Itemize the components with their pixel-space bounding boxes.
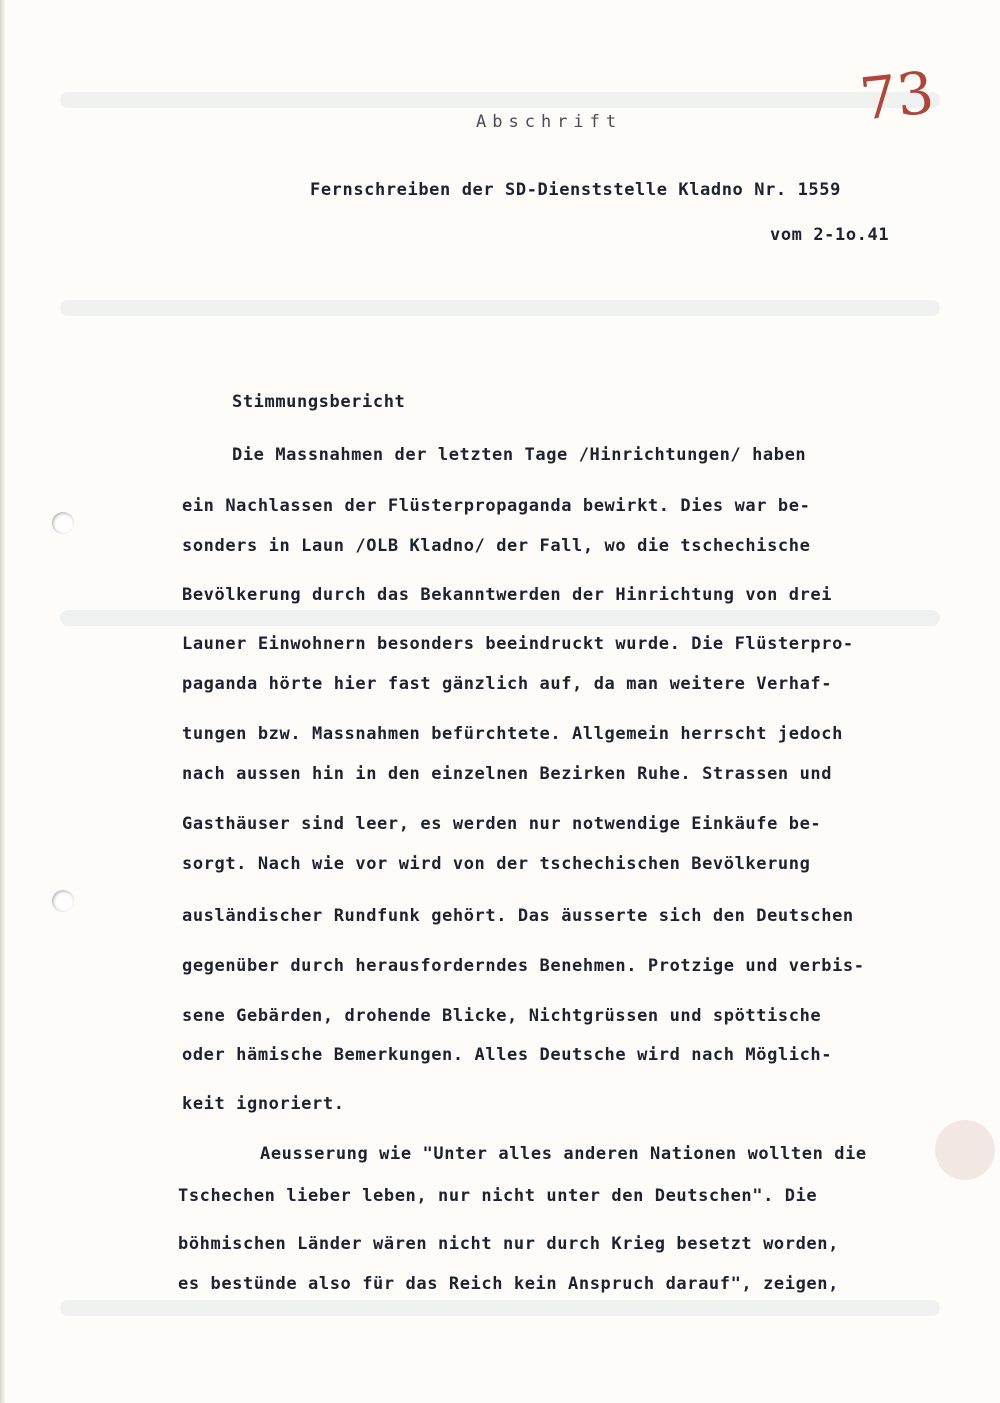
stain: [935, 1120, 995, 1180]
body-line: Launer Einwohnern besonders beeindruckt wurde. Die Flüsterpro-: [182, 634, 854, 654]
body-line: böhmischen Länder wären nicht nur durch Krieg besetzt worden,: [178, 1234, 839, 1254]
body-line: Bevölkerung durch das Bekanntwerden der Hinrichtung von drei: [182, 585, 833, 605]
body-line: sene Gebärden, drohende Blicke, Nichtgrüssen und spöttische: [182, 1006, 822, 1026]
document-heading: Abschrift: [476, 112, 623, 132]
page-edge: [0, 0, 6, 1403]
punch-hole: [52, 512, 74, 534]
document-title: Fernschreiben der SD-Dienststelle Kladno Nr. 1559: [310, 180, 841, 200]
section-title: Stimmungsbericht: [232, 392, 406, 412]
body-line: Die Massnahmen der letzten Tage /Hinrichtungen/ haben: [232, 445, 807, 465]
body-line: keit ignoriert.: [182, 1094, 345, 1114]
show-through-bleed: [60, 610, 940, 626]
body-line: ein Nachlassen der Flüsterpropaganda bewirkt. Dies war be-: [182, 496, 811, 516]
show-through-bleed: [60, 300, 940, 316]
show-through-bleed: [60, 1300, 940, 1316]
body-line: tungen bzw. Massnahmen befürchtete. Allgemein herrscht jedoch: [182, 724, 843, 744]
page-number: 73: [856, 58, 938, 134]
body-line: oder hämische Bemerkungen. Alles Deutsche wird nach Möglich-: [182, 1045, 833, 1065]
document-date: vom 2-1o.41: [770, 225, 890, 245]
body-line: Gasthäuser sind leer, es werden nur notwendige Einkäufe be-: [182, 814, 822, 834]
body-line: sonders in Laun /OLB Kladno/ der Fall, wo die tschechische: [182, 536, 811, 556]
body-line: Tschechen lieber leben, nur nicht unter den Deutschen". Die: [178, 1186, 818, 1206]
body-line: ausländischer Rundfunk gehört. Das äusserte sich den Deutschen: [182, 906, 854, 926]
body-line: Aeusserung wie "Unter alles anderen Nationen wollten die: [260, 1144, 867, 1164]
show-through-bleed: [60, 92, 940, 108]
body-line: paganda hörte hier fast gänzlich auf, da man weitere Verhaf-: [182, 674, 833, 694]
body-line: es bestünde also für das Reich kein Anspruch darauf", zeigen,: [178, 1274, 839, 1294]
body-line: nach aussen hin in den einzelnen Bezirken Ruhe. Strassen und: [182, 764, 833, 784]
body-line: sorgt. Nach wie vor wird von der tschechischen Bevölkerung: [182, 854, 811, 874]
body-line: gegenüber durch herausforderndes Benehmen. Protzige und verbis-: [182, 956, 865, 976]
punch-hole: [52, 890, 74, 912]
